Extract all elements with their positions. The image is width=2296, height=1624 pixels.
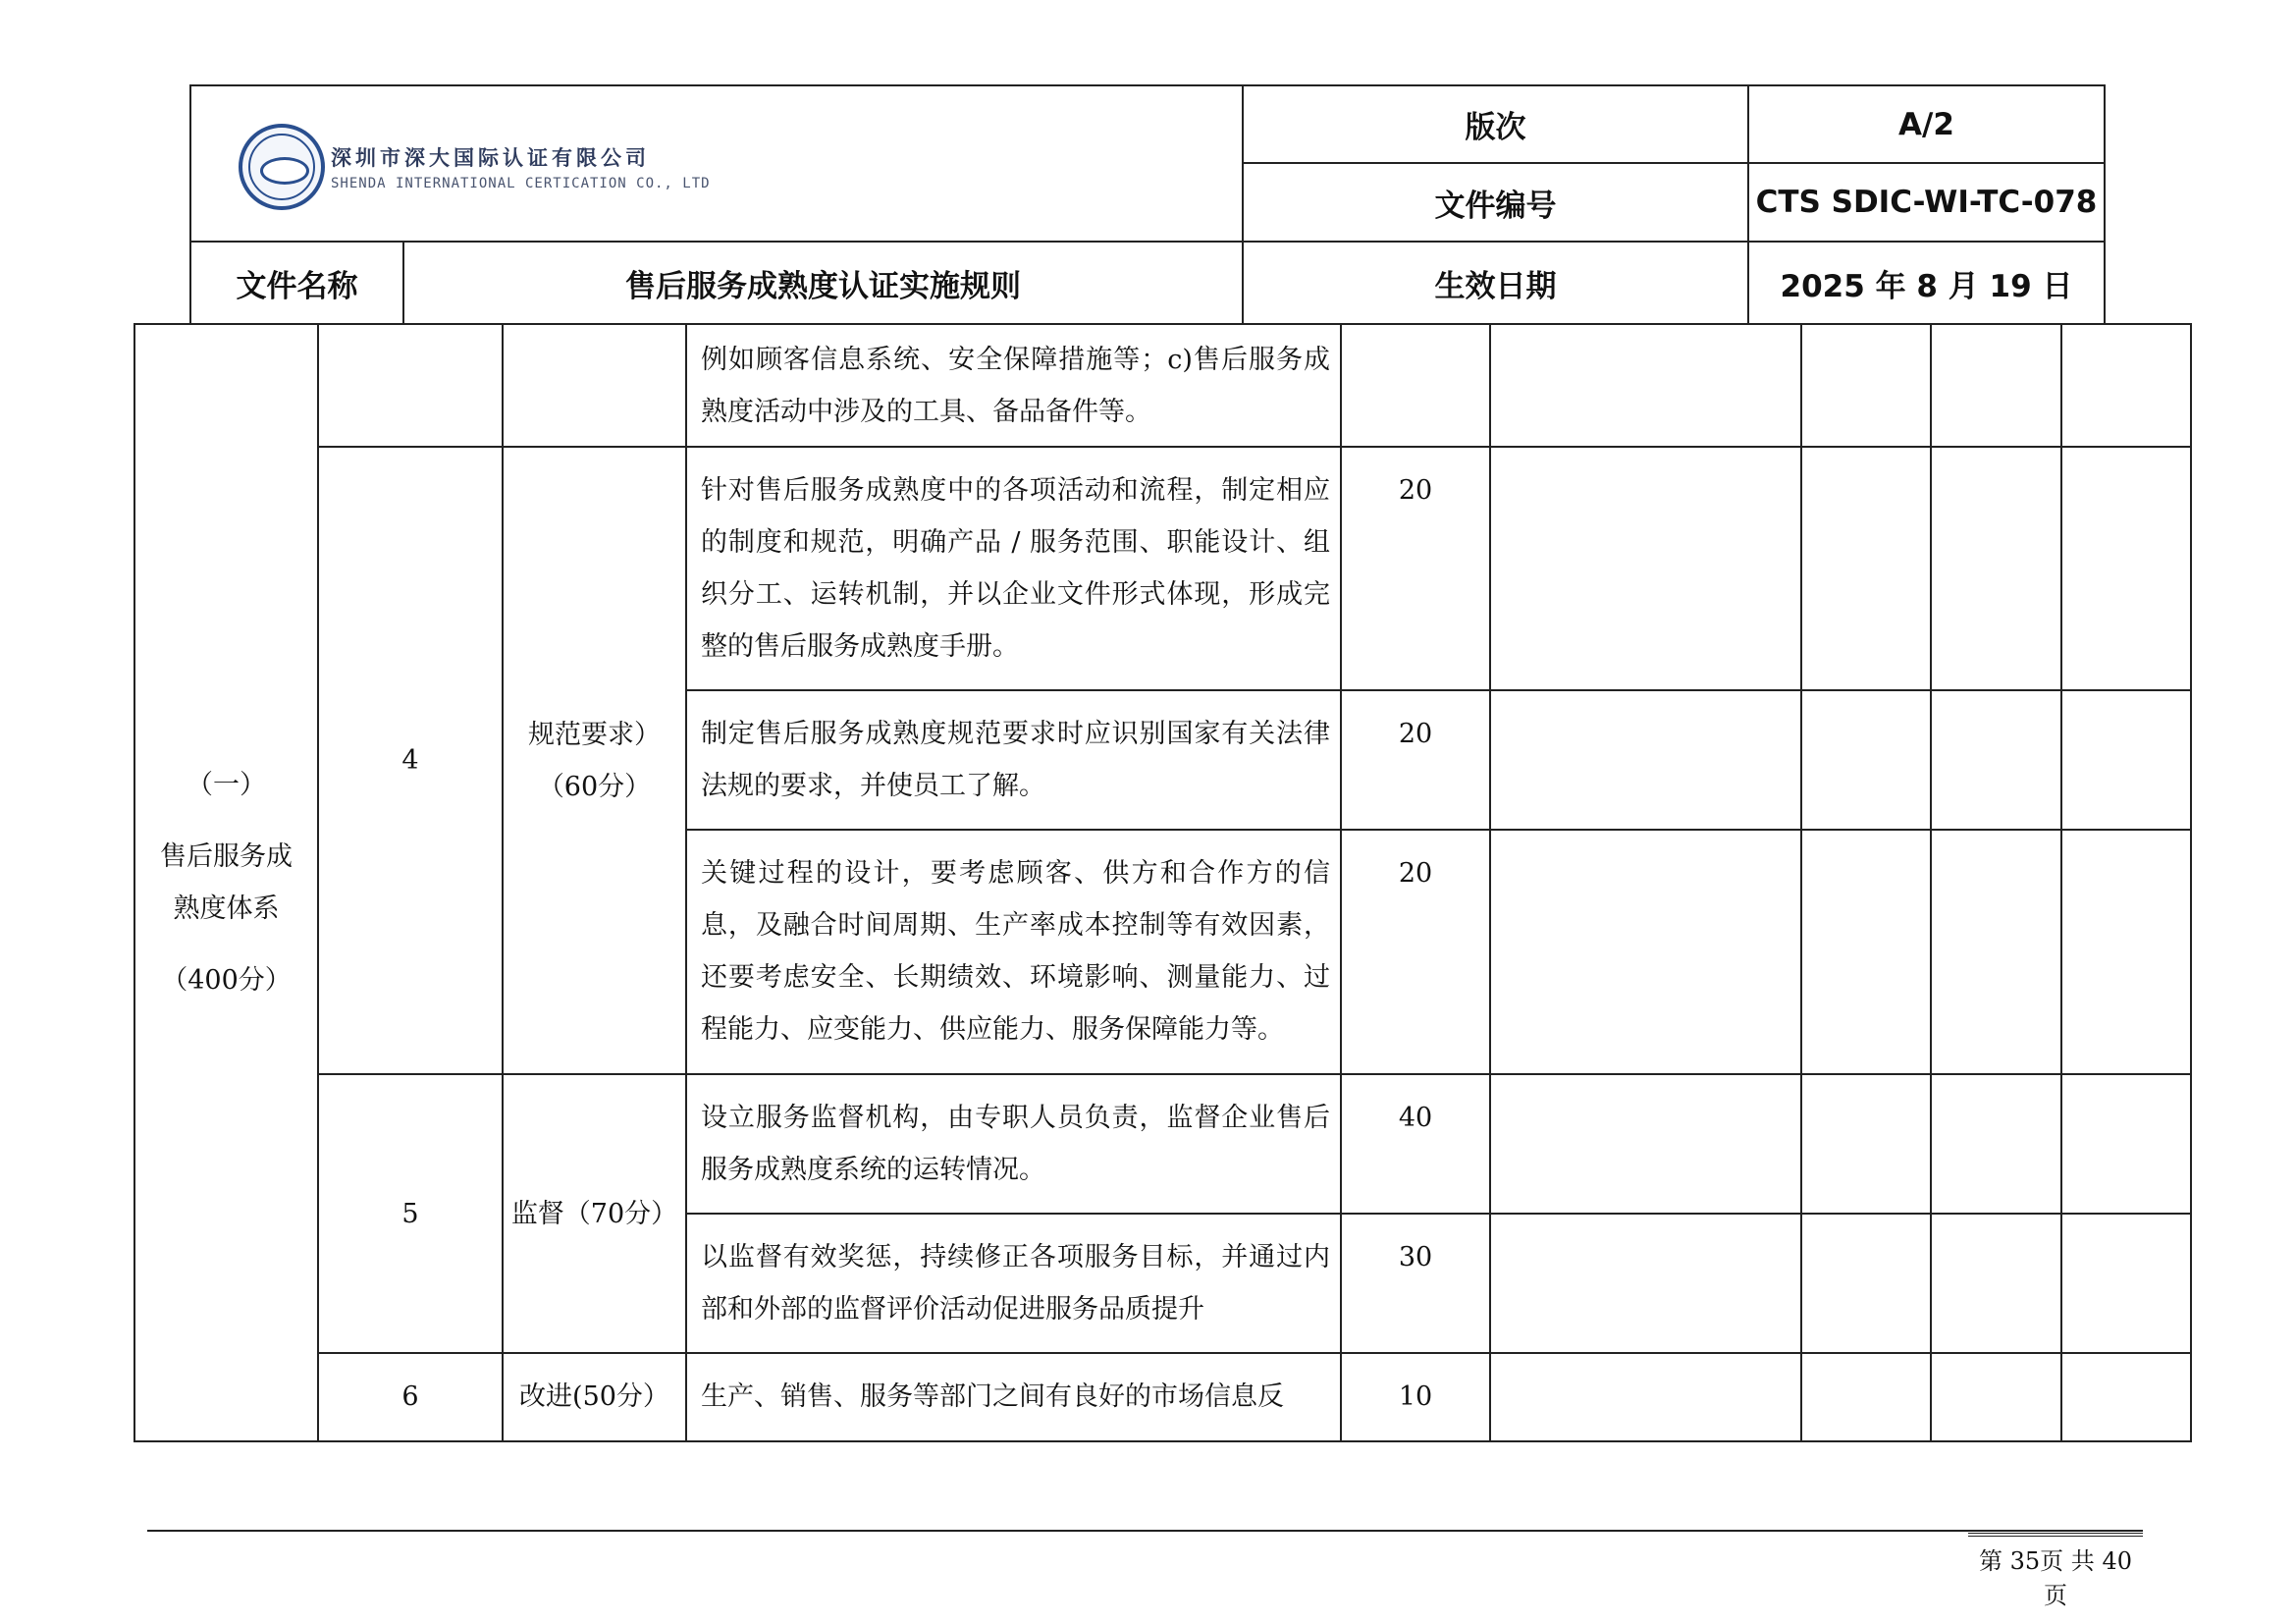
score-value: 30 [1341, 1214, 1490, 1353]
blank-cell [1490, 690, 1801, 830]
blank-cell [1801, 830, 1931, 1074]
blank-cell [2061, 1074, 2191, 1214]
doc-number-label: 文件编号 [1243, 163, 1748, 242]
version-label: 版次 [1243, 85, 1748, 163]
blank-cell [1490, 1214, 1801, 1353]
blank-cell [1490, 324, 1801, 447]
footer-divider-short [1968, 1533, 2143, 1534]
blank-cell [1801, 447, 1931, 690]
blank-cell [1801, 690, 1931, 830]
requirement-text: 针对售后服务成熟度中的各项活动和流程，制定相应的制度和规范，明确产品 / 服务范围、职能设计、组织分工、运转机制，并以企业文件形式体现，形成完整的售后服务成熟度手册。 [686, 447, 1341, 690]
item-no-cell [318, 324, 503, 447]
table-row [134, 1353, 2191, 1441]
version-value: A/2 [1748, 85, 2105, 163]
blank-cell [1801, 324, 1931, 447]
blank-cell [1801, 1074, 1931, 1214]
item-name-spec-line1: 规范要求） [528, 719, 661, 750]
blank-cell [1490, 1074, 1801, 1214]
blank-cell [2061, 690, 2191, 830]
category-number: （一） [187, 770, 266, 800]
blank-cell [1801, 1353, 1931, 1441]
item-name-spec-line2: （60分） [537, 771, 652, 802]
doc-name-label: 文件名称 [190, 242, 403, 324]
scoring-table [133, 323, 2192, 1442]
item-name-cell [503, 324, 686, 447]
score-cell [1341, 324, 1490, 447]
page-number: 第 35页 共 40页 [1979, 1547, 2132, 1609]
score-value: 20 [1341, 447, 1490, 690]
blank-cell [2061, 324, 2191, 447]
requirement-text: 生产、销售、服务等部门之间有良好的市场信息反 [686, 1353, 1341, 1441]
company-logo [239, 124, 711, 210]
effective-date-label: 生效日期 [1243, 242, 1748, 324]
item-no-4: 4 [318, 447, 503, 1074]
table-row [134, 1074, 2191, 1214]
doc-name-value: 售后服务成熟度认证实施规则 [403, 242, 1243, 324]
company-logo-cell [190, 85, 1243, 242]
company-name-cn: 深圳市深大国际认证有限公司 [331, 146, 650, 170]
table-row [134, 324, 2191, 447]
blank-cell [1931, 690, 2061, 830]
company-seal-icon [239, 124, 325, 210]
score-value: 20 [1341, 830, 1490, 1074]
blank-cell [1931, 1074, 2061, 1214]
blank-cell [2061, 447, 2191, 690]
blank-cell [1931, 1353, 2061, 1441]
score-value: 10 [1341, 1353, 1490, 1441]
requirement-text: 设立服务监督机构，由专职人员负责，监督企业售后服务成熟度系统的运转情况。 [686, 1074, 1341, 1214]
score-value: 40 [1341, 1074, 1490, 1214]
category-cell [134, 324, 318, 1441]
blank-cell [1490, 447, 1801, 690]
company-name-en: SHENDA INTERNATIONAL CERTICATION CO., LTD [331, 176, 711, 191]
blank-cell [1801, 1214, 1931, 1353]
footer-divider-short [1968, 1536, 2143, 1537]
document-header-table [189, 84, 2106, 325]
item-name-supervision: 监督（70分） [503, 1074, 686, 1353]
item-name-improvement: 改进(50分） [503, 1353, 686, 1441]
blank-cell [2061, 1353, 2191, 1441]
table-row [134, 447, 2191, 690]
blank-cell [2061, 830, 2191, 1074]
blank-cell [1490, 830, 1801, 1074]
score-value: 20 [1341, 690, 1490, 830]
blank-cell [1931, 447, 2061, 690]
footer-divider [147, 1530, 2143, 1532]
category-title-line2: 熟度体系 [173, 893, 280, 924]
requirement-text: 例如顾客信息系统、安全保障措施等；c)售后服务成熟度活动中涉及的工具、备品备件等。 [686, 324, 1341, 447]
requirement-text: 制定售后服务成熟度规范要求时应识别国家有关法律法规的要求，并使员工了解。 [686, 690, 1341, 830]
item-no-5: 5 [318, 1074, 503, 1353]
item-name-spec [503, 447, 686, 1074]
blank-cell [2061, 1214, 2191, 1353]
blank-cell [1931, 324, 2061, 447]
blank-cell [1931, 830, 2061, 1074]
category-score: （400分） [161, 965, 292, 996]
category-title-line1: 售后服务成 [160, 841, 293, 872]
effective-date-value: 2025 年 8 月 19 日 [1748, 242, 2105, 324]
requirement-text: 以监督有效奖惩，持续修正各项服务目标，并通过内部和外部的监督评价活动促进服务品质提升 [686, 1214, 1341, 1353]
doc-number-value: CTS SDIC-WI-TC-078 [1748, 163, 2105, 242]
item-no-6: 6 [318, 1353, 503, 1441]
requirement-text: 关键过程的设计，要考虑顾客、供方和合作方的信息，及融合时间周期、生产率成本控制等有效因素，还要考虑安全、长期绩效、环境影响、测量能力、过程能力、应变能力、供应能力、服务保障能力等。 [686, 830, 1341, 1074]
blank-cell [1931, 1214, 2061, 1353]
blank-cell [1490, 1353, 1801, 1441]
